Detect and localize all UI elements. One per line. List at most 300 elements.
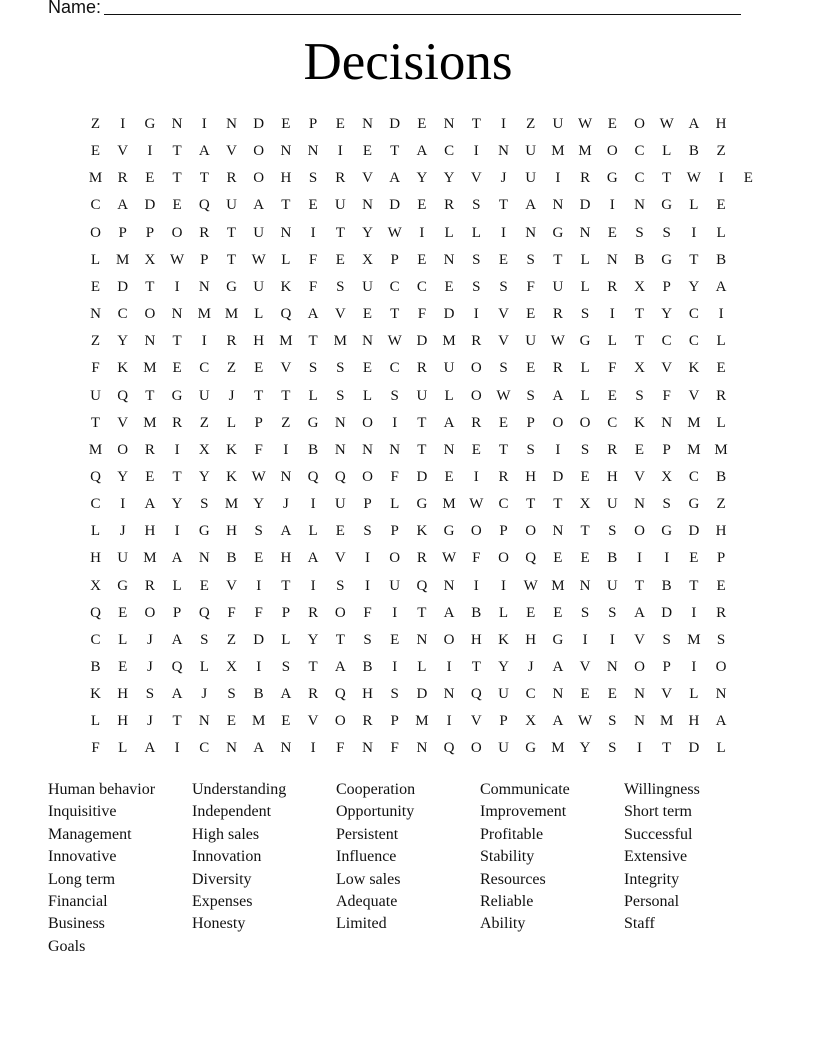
grid-letter: R [716,604,727,621]
grid-letter: O [443,631,455,648]
grid-letter: E [743,170,753,187]
grid-letter: T [281,387,291,404]
grid-letter: G [552,631,564,648]
grid-letter: I [718,306,724,323]
grid-letter: E [335,523,345,540]
grid-letter: N [280,740,292,757]
grid-letter: U [606,577,618,594]
grid-letter: I [310,496,316,513]
grid-letter: B [716,468,727,485]
grid-letter: I [446,659,452,675]
grid-letter: N [198,278,210,295]
grid-letter: V [470,713,482,730]
grid-letter: G [144,116,156,132]
grid-letter: W [523,577,538,594]
grid-letter: Y [117,468,129,485]
grid-letter: P [281,604,291,621]
grid-letter: E [172,197,182,214]
grid-letter: T [553,496,563,513]
grid-letter: W [578,116,593,132]
grid-letter: W [469,496,484,513]
grid-letter: T [226,251,237,268]
grid-letter: N [198,713,210,730]
grid-letter: Z [199,414,209,431]
word-list-item: Reliable [480,893,534,911]
grid-letter: Q [117,387,129,404]
grid-letter: I [501,224,506,241]
grid-letter: R [144,577,155,594]
grid-letter: L [689,686,699,703]
grid-letter: O [253,143,265,160]
grid-letter: Y [253,496,265,513]
page-title: Decisions [303,33,513,91]
grid-letter: L [308,523,318,540]
grid-letter: A [443,414,455,431]
grid-letter: J [282,496,289,513]
grid-letter: A [117,197,129,214]
grid-letter: G [661,251,673,268]
grid-letter: S [227,686,236,703]
word-list-item: Limited [336,915,387,933]
grid-letter: D [688,523,700,540]
grid-letter: S [363,631,372,648]
grid-letter: E [498,414,509,431]
grid-letter: U [525,333,537,350]
grid-letter: C [389,278,400,295]
grid-letter: A [253,197,265,214]
grid-letter: E [607,224,617,241]
grid-letter: A [144,740,156,757]
grid-letter: N [226,740,237,757]
grid-letter: S [145,686,155,703]
grid-letter: U [226,197,237,214]
grid-letter: H [525,631,537,648]
word-list-item: Stability [480,848,535,866]
grid-letter: E [607,686,617,703]
grid-letter: I [473,143,479,160]
grid-letter: L [716,333,726,350]
grid-letter: N [525,224,537,241]
grid-letter: M [143,414,157,431]
grid-letter: O [144,306,156,323]
grid-letter: L [90,251,101,268]
grid-letter: C [634,170,645,187]
grid-letter: I [691,604,697,621]
grid-letter: I [609,306,615,323]
grid-letter: L [90,523,101,540]
grid-letter: A [144,496,156,513]
grid-letter: E [526,306,536,323]
grid-letter: A [253,740,265,757]
grid-letter: R [552,306,563,323]
grid-letter: W [170,251,185,268]
grid-letter: N [362,197,373,214]
grid-letter: I [637,550,642,567]
grid-letter: N [715,686,727,703]
grid-letter: I [174,441,180,458]
grid-letter: U [198,387,210,404]
word-list-item: Persistent [336,825,399,843]
grid-letter: S [254,523,263,540]
grid-letter: N [416,740,428,757]
grid-letter: T [90,414,101,431]
grid-letter: D [688,740,700,757]
word-list-item: Short term [624,803,692,821]
word-list-item: Influence [336,848,397,866]
grid-letter: F [662,387,671,404]
grid-letter: T [335,224,345,241]
grid-letter: H [606,468,618,485]
grid-letter: Z [226,631,237,648]
grid-letter: A [634,604,645,621]
grid-letter: R [144,441,155,458]
grid-letter: W [659,116,674,132]
grid-letter: E [118,659,128,675]
grid-letter: W [496,387,511,404]
grid-letter: S [716,631,726,648]
grid-letter: Y [198,468,210,485]
grid-letter: O [525,523,537,540]
grid-letter: M [551,577,565,594]
word-list-item: Honesty [192,915,246,933]
grid-letter: L [607,333,617,350]
grid-letter: Q [525,550,537,567]
grid-letter: O [362,414,373,431]
grid-letter: S [336,387,345,404]
grid-letter: D [253,116,265,132]
grid-letter: O [470,387,482,404]
grid-letter: D [552,468,564,485]
grid-letter: I [392,604,398,621]
grid-letter: Z [716,496,726,513]
grid-letter: X [661,468,673,485]
word-list-item: Personal [624,893,680,911]
grid-letter: E [526,360,536,377]
grid-letter: E [553,604,563,621]
grid-letter: Z [281,414,291,431]
grid-letter: E [417,116,427,132]
grid-letter: H [470,631,482,648]
grid-letter: S [390,387,399,404]
grid-letter: O [171,224,183,241]
grid-letter: V [117,414,129,431]
grid-letter: N [280,224,292,241]
grid-letter: O [606,143,618,160]
grid-letter: N [198,550,210,567]
grid-letter: M [660,713,674,730]
word-list-item: Diversity [192,870,252,888]
grid-letter: I [473,577,479,594]
grid-letter: E [498,251,509,268]
grid-letter: F [308,251,318,268]
grid-letter: S [580,604,590,621]
grid-letter: I [201,333,207,350]
grid-letter: S [472,278,481,295]
grid-letter: T [471,116,481,132]
grid-letter: N [90,306,101,323]
grid-letter: E [634,441,645,458]
grid-letter: C [498,496,509,513]
grid-letter: H [715,523,727,540]
grid-letter: S [526,387,535,404]
grid-letter: P [499,713,508,730]
grid-letter: Q [280,306,292,323]
grid-letter: L [580,251,590,268]
grid-letter: N [443,686,455,703]
grid-letter: T [172,713,182,730]
grid-letter: E [362,306,373,323]
grid-letter: L [689,197,699,214]
grid-letter: S [580,441,590,458]
grid-letter: L [254,306,264,323]
grid-letter: O [715,659,727,675]
grid-letter: I [501,116,506,132]
grid-letter: T [662,170,672,187]
grid-letter: G [226,278,237,295]
grid-letter: F [472,550,481,567]
grid-letter: F [417,306,427,323]
grid-letter: G [416,496,428,513]
grid-letter: Y [579,740,591,757]
grid-letter: V [688,387,700,404]
grid-letter: P [499,523,508,540]
grid-letter: M [252,713,266,730]
grid-letter: M [578,143,592,160]
grid-letter: L [716,224,726,241]
grid-letter: G [443,523,455,540]
grid-letter: E [281,116,291,132]
grid-letter: Y [498,659,509,675]
grid-letter: S [580,306,590,323]
grid-letter: W [251,468,266,485]
grid-letter: T [689,577,699,594]
grid-letter: V [498,333,509,350]
grid-letter: V [634,631,645,648]
grid-letter: C [90,631,101,648]
grid-letter: E [145,170,155,187]
word-list-item: Understanding [192,781,287,798]
grid-letter: Q [334,686,346,703]
grid-letter: V [226,143,237,160]
grid-letter: T [199,170,209,187]
grid-letter: O [579,414,591,431]
grid-letter: G [171,387,183,404]
grid-letter: K [688,360,700,377]
grid-letter: S [662,224,671,241]
grid-letter: W [387,224,402,241]
grid-letter: J [500,170,507,187]
grid-letter: N [579,224,591,241]
grid-letter: B [634,251,645,268]
grid-letter: U [498,686,509,703]
grid-letter: S [662,496,671,513]
grid-letter: G [117,577,129,594]
grid-letter: X [90,577,101,594]
grid-letter: A [552,713,564,730]
grid-letter: Y [117,333,129,350]
grid-letter: F [91,360,100,377]
grid-letter: R [172,414,183,431]
grid-letter: W [387,333,402,350]
grid-letter: V [579,659,591,675]
grid-letter: I [147,143,153,160]
grid-letter: N [634,713,645,730]
grid-letter: U [552,116,564,132]
grid-letter: A [307,306,319,323]
grid-letter: C [688,468,699,485]
grid-letter: I [310,577,316,594]
grid-letter: O [470,740,482,757]
grid-letter: R [416,550,427,567]
grid-letter: P [254,414,263,431]
grid-letter: P [363,496,372,513]
grid-letter: S [281,659,291,675]
grid-letter: C [688,306,699,323]
grid-letter: T [417,441,427,458]
grid-letter: N [606,659,618,675]
grid-letter: G [661,197,673,214]
grid-letter: K [416,523,428,540]
grid-letter: N [498,143,509,160]
grid-letter: A [334,659,346,675]
grid-letter: S [363,523,372,540]
grid-letter: Y [443,170,455,187]
grid-letter: E [716,197,726,214]
grid-letter: S [608,713,617,730]
grid-letter: O [634,523,645,540]
grid-letter: X [634,278,645,295]
grid-letter: E [444,278,454,295]
grid-letter: O [470,360,482,377]
grid-letter: S [336,360,345,377]
word-list-item: Successful [624,825,693,843]
grid-letter: W [578,713,593,730]
grid-letter: V [280,360,292,377]
grid-letter: O [552,414,564,431]
grid-letter: R [308,686,319,703]
grid-letter: D [443,306,455,323]
grid-letter: L [444,387,454,404]
grid-letter: E [308,197,318,214]
grid-letter: J [201,686,208,703]
grid-letter: L [281,631,291,648]
grid-letter: I [120,116,126,132]
grid-letter: Q [198,604,210,621]
grid-letter: O [117,441,129,458]
grid-letter: D [253,631,265,648]
grid-letter: I [718,170,724,187]
grid-letter: T [281,577,291,594]
grid-letter: N [443,577,455,594]
grid-letter: N [661,414,673,431]
grid-letter: I [174,278,180,295]
grid-letter: S [499,360,508,377]
grid-letter: A [552,659,564,675]
grid-letter: V [661,686,673,703]
grid-letter: K [90,686,101,703]
grid-letter: U [334,197,346,214]
grid-letter: T [145,278,155,295]
grid-letter: L [417,659,427,675]
grid-letter: F [336,740,345,757]
grid-letter: L [498,604,509,621]
grid-letter: C [90,496,101,513]
grid-letter: B [661,577,672,594]
grid-letter: R [308,604,319,621]
grid-letter: V [226,577,237,594]
grid-letter: R [498,468,509,485]
grid-letter: T [634,306,645,323]
grid-letter: I [365,550,370,567]
grid-letter: H [280,170,292,187]
grid-letter: Q [171,659,183,675]
grid-letter: E [607,116,617,132]
grid-letter: N [144,333,156,350]
grid-letter: X [198,441,210,458]
grid-letter: Q [198,197,210,214]
grid-letter: I [392,659,398,675]
grid-letter: H [226,523,237,540]
grid-letter: E [689,550,699,567]
grid-letter: P [390,251,399,268]
grid-letter: J [527,659,534,675]
grid-letter: I [691,224,697,241]
grid-letter: W [550,333,565,350]
grid-letter: L [118,631,128,648]
word-column [480,779,620,936]
grid-letter: B [90,659,101,675]
grid-letter: E [390,631,400,648]
grid-letter: M [551,740,565,757]
grid-letter: R [552,360,563,377]
word-list-item: Opportunity [336,803,415,821]
grid-letter: L [199,659,209,675]
grid-letter: F [91,740,100,757]
grid-letter: E [90,278,101,295]
grid-letter: N [280,143,292,160]
grid-letter: F [254,441,263,458]
grid-letter: E [716,360,726,377]
grid-letter: V [117,143,129,160]
grid-letter: S [608,604,617,621]
grid-letter: L [580,278,590,295]
word-list-item: Resources [480,870,546,888]
grid-letter: N [389,441,401,458]
grid-letter: L [281,251,291,268]
grid-letter: T [308,333,318,350]
grid-letter: M [143,360,157,377]
grid-letter: O [144,604,156,621]
grid-letter: X [579,496,591,513]
grid-letter: M [687,441,701,458]
grid-letter: D [416,686,428,703]
grid-letter: T [417,604,427,621]
grid-letter: A [280,523,292,540]
grid-letter: R [362,713,373,730]
grid-letter: L [662,143,672,160]
grid-letter: L [390,496,400,513]
grid-letter: P [118,224,127,241]
grid-letter: C [117,306,128,323]
grid-letter: E [716,577,726,594]
grid-letter: G [552,224,564,241]
grid-letter: N [307,143,319,160]
grid-letter: S [200,496,209,513]
grid-letter: A [389,170,401,187]
grid-letter: I [555,441,561,458]
grid-letter: H [280,550,292,567]
grid-letter: O [498,550,509,567]
